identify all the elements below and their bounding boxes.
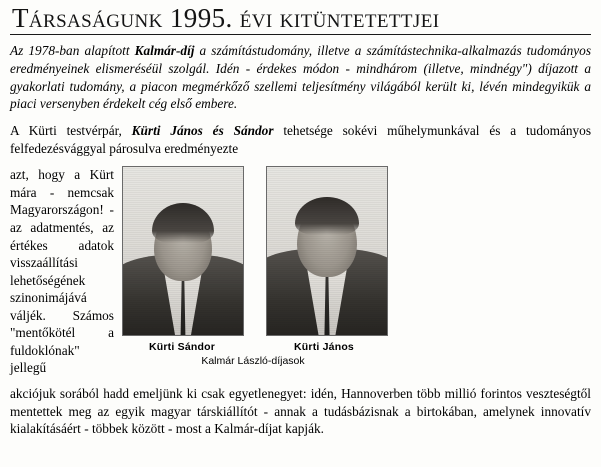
paragraph-closing: akciójuk sorából hadd emeljünk ki csak egyetlenegyet: idén, Hannoverben több millió forintos veszteségtől mentettek meg az egyik magyar társkiállítót - annak a tudásbázisnak a birtokában, amelynek innovatív kialakításáért - többek között - most a Kalmár-díjat kapják. — [10, 385, 591, 437]
photo-row — [122, 166, 462, 336]
paragraph1-pre: Az 1978-ban alapított — [10, 43, 135, 59]
photo-caption-right: Kürti János — [294, 341, 354, 354]
narrow-text-column: azt, hogy a Kürt mára - nemcsak Magyarországon! - az adatmentés, az értékes adatok visszaállítási lehetőségének szinonimájává váljék. Számos "mentőkötél a fuldoklónak" jellegű — [10, 167, 114, 376]
photo-subcaption: Kalmár László-díjasok — [201, 355, 305, 368]
photo-caption-left: Kürti Sándor — [149, 341, 215, 354]
page-title — [10, 4, 591, 32]
photo-grain-right — [267, 167, 387, 335]
paragraph2-post: tehetsége sokévi műhelymunkával és a tudományos felfedezésvággyal párosulva eredményezte — [10, 123, 591, 156]
portrait-photo-right — [266, 166, 388, 336]
award-name: Kalmár-díj — [134, 43, 195, 59]
paragraph2-pre: A Kürti testvérpár, — [10, 123, 132, 139]
photo-group — [122, 166, 462, 367]
photo-captions — [122, 341, 462, 353]
paragraph-kalmar-dij — [10, 42, 591, 113]
paragraph-kurti-intro — [10, 122, 591, 157]
title-divider — [10, 34, 591, 35]
photo-grain-left — [123, 167, 243, 335]
paragraph1-post: a számítástudomány, illetve a számítástechnika-alkalmazás tudományos eredményeinek elismeréséül szolgál. Idén - érdekes módon - mindhárom (illetve, mindnégy") díjazott a gyakorlati tudomány, a piacon megmérkőző szellemi teljesítmény világából került ki, lévén mindegyikük a piaci versenyben érdekelt cég első embere. — [10, 43, 591, 112]
page-title-text: Társaságunk 1995. évi kitüntetettjei — [12, 3, 440, 33]
portrait-photo-left — [122, 166, 244, 336]
awardee-names: Kürti János és Sándor — [131, 123, 274, 139]
photo-text-block — [10, 166, 591, 377]
